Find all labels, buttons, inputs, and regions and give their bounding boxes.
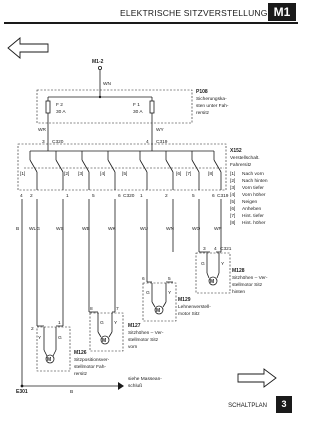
wire-b: B [16,227,20,232]
fuse-box-id: P108 [196,89,208,95]
wire-wn: WN [166,227,174,232]
wire-wlg: WLG [29,227,40,232]
c320-top-id: C320 [52,140,64,145]
m126-desc-1: Sitzpositionsver- [74,358,110,363]
m129-wire-y-label: Y [168,291,172,296]
m127-outline [90,313,123,351]
m129-wire-g-label: G [146,291,150,296]
legend-text-3: Vorn tiefer [242,186,264,191]
legend-num-4: [4] [230,193,236,198]
fuse-box-desc-1: Sicherungska- [196,97,227,102]
wire-wp: WP [214,227,222,232]
fuse1-rating: 30 A [133,110,143,115]
wire-wo: WO [192,227,201,232]
m128-wire-g-label: G [201,262,205,267]
legend-num-8: [8] [230,221,236,226]
m126-id: M126 [74,350,87,356]
legend-text-1: Nach vorn [242,172,264,177]
switch-pos-7: [7] [186,172,192,177]
m126-outline [37,327,70,371]
legend-text-5: Neigen [242,200,258,205]
ground-arrow-icon [118,382,124,390]
supply-label: M1-2 [92,59,104,65]
switch-desc-1: Verstellschalt. [230,156,260,161]
m126-pin-1: 1 [58,321,61,326]
m128-outline [196,253,230,293]
switch-id: X152 [230,148,242,154]
m129-lead-2 [163,302,166,307]
fuse1-id: F 1 [133,103,140,108]
switch-legend [230,171,268,226]
m129-id: M129 [178,297,191,303]
fuse2-symbol [46,101,50,113]
m127-pin-7: 7 [116,307,119,312]
legend-text-4: Vorn höher [242,193,266,198]
c319-bottom-pins [140,193,215,199]
m126-lead-1 [44,350,47,356]
m128-lead-1 [207,273,209,278]
legend-text-2: Nach hinten [242,179,268,184]
page-title: ELEKTRISCHE SITZVERSTELLUNG [120,8,268,18]
m128-motor-glyph: M [210,279,215,285]
c319-bottom-id: C319 [217,194,229,199]
m129-motor-glyph: M [156,308,161,314]
ground-id: E301 [16,389,28,395]
c320-pin-4: 4 [20,194,23,199]
m126-wire-y-label: Y [38,336,42,341]
wire-color-labels [16,226,222,232]
arrow-left-icon[interactable] [8,38,48,58]
arrow-right-icon[interactable] [238,369,276,387]
ground-note-2: schluß [128,384,143,389]
legend-text-8: Hint. höher [242,221,266,226]
m129-desc-1: Lehnenverstell- [178,305,211,310]
legend-num-7: [7] [230,214,236,219]
switch-pos-8: [8] [208,172,214,177]
c320-pin-5: 5 [92,194,95,199]
m128-pin-4: 4 [214,247,217,252]
m127-motor-glyph: M [102,338,107,344]
wire-wr-label: WR [38,128,46,133]
supply-terminal [98,66,101,69]
switch-pos-1: [1] [20,172,26,177]
wire-wb: WB [82,227,90,232]
switch-pos-3: [3] [78,172,84,177]
c320-bottom-pins [20,193,121,199]
m126-motor-glyph: M [47,357,52,363]
legend-text-6: Anheben [242,207,262,212]
m128-desc-2: stellmotor Sitz [232,283,263,288]
c319-pin-5: 5 [192,194,195,199]
harness-wires [22,199,221,374]
c319-pin-2: 2 [165,194,168,199]
m128-lead-2 [217,273,219,278]
m127-desc-3: vorn [128,345,138,350]
m126-desc-2: stellmotor Fah- [74,365,106,370]
m126-pin-2: 2 [31,327,34,332]
switch-pos-5: [5] [122,172,128,177]
c319-top-id: C319 [156,140,168,145]
m127-lead-1 [98,332,101,337]
m129-pin-5: 5 [168,277,171,282]
page-number: 3 [276,396,292,413]
m128-desc-1: Sitzhöhen – Ver- [232,276,268,281]
m127-pin-8: 8 [90,307,93,312]
supply-wire-color: WN [103,82,111,87]
m128-connector: C321 [220,247,232,252]
m126-desc-3: rersitz [74,372,88,377]
m129-desc-2: motor Sitz [178,312,200,317]
switch-contacts [24,151,224,190]
fuse2-rating: 30 A [56,110,66,115]
switch-pos-2: [2] [64,172,70,177]
c319-pin-1: 1 [140,194,143,199]
fuse1-symbol [150,101,154,113]
wire-wy-label: WY [156,128,164,133]
fuse-box-desc-3: rersitz [196,111,210,116]
wire-wk: WK [108,227,116,232]
m127-id: M127 [128,323,141,329]
c320-pin-2: 2 [30,194,33,199]
c320-top-pin: 3 [42,140,45,145]
section-code-badge: M1 [268,3,296,21]
m129-outline [143,283,176,321]
switch-desc-2: Fahrersitz [230,163,252,168]
ground-wire-color: B [70,390,74,395]
m128-pin-3: 3 [203,247,206,252]
m128-id: M128 [232,268,245,274]
fuse2-id: F 2 [56,103,63,108]
c320-pin-1: 1 [66,194,69,199]
legend-num-1: [1] [230,172,236,177]
m127-lead-2 [109,332,112,337]
c319-pin-6: 6 [212,194,215,199]
legend-num-2: [2] [230,179,236,184]
wire-wu: WU [140,227,148,232]
c319-top-pin: 4 [146,140,149,145]
m127-wire-y-label: Y [114,321,118,326]
legend-num-5: [5] [230,200,236,205]
legend-num-6: [6] [230,207,236,212]
footer-label: SCHALTPLAN [228,403,267,409]
legend-num-3: [3] [230,186,236,191]
switch-pos-6: [6] [176,172,182,177]
m128-wire-y-label: Y [221,262,225,267]
m127-wire-g-label: G [100,321,104,326]
fuse-box-desc-2: sten unter Fah- [196,104,229,109]
switch-pos-4: [4] [100,172,106,177]
ground-note-1: siehe Massean- [128,377,162,382]
m127-desc-1: Sitzhöhen – Ver- [128,331,164,336]
m129-pin-6: 6 [142,277,145,282]
m128-desc-3: hinten [232,290,246,295]
m126-lead-2 [53,350,56,356]
m127-desc-2: stellmotor Sitz [128,338,159,343]
m126-wire-g-label: G [58,336,62,341]
c320-bottom-id: C320 [123,194,135,199]
legend-text-7: Hint. tiefer [242,214,264,219]
c320-pin-6: 6 [118,194,121,199]
wire-ws: WS [56,227,64,232]
m129-lead-1 [152,302,155,307]
